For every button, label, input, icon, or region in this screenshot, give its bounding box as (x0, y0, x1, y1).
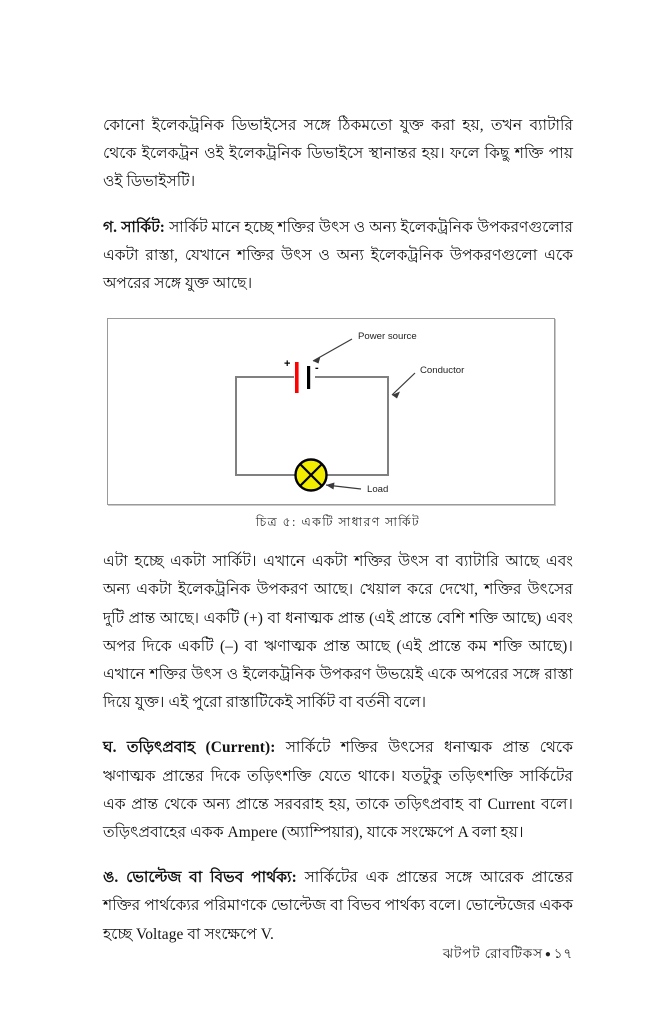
paragraph-4-lead: ঘ. তড়িৎপ্রবাহ (Current): (103, 739, 276, 757)
paragraph-2-body: সার্কিট মানে হচ্ছে শক্তির উৎস ও অন্য ইলেকট্রনিক উপকরণগুলোর একটা রাস্তা, যেখানে শক্তির উৎস ও অন্য ইলেকট্রনিক উপকরণগুলো একে অপরের সঙ্গে যুক্ত আছে। (103, 218, 573, 293)
positive-terminal-label: + (284, 358, 291, 371)
conductor-leader (392, 373, 415, 399)
paragraph-2-lead: গ. সার্কিট: (103, 218, 165, 236)
paragraph-5-body: সার্কিটের এক প্রান্তের সঙ্গে আরেক প্রান্তের শক্তির পার্থক্যের পরিমাণকে ভোল্টেজ বা বিভব পার্থক্য বলে। ভোল্টেজের একক হচ্ছে Voltage বা সংক্ষেপে V. (103, 869, 574, 943)
conductor-label: Conductor (420, 365, 465, 377)
load-leader (326, 483, 361, 490)
footer-book-title: ঝটপট রোবটিকস (442, 946, 543, 961)
negative-terminal-label: - (315, 362, 319, 375)
paragraph-4-body: সার্কিটে শক্তির উৎসের ধনাত্মক প্রান্ত থেকে ঋণাত্মক প্রান্তের দিকে তড়িৎশক্তি যেতে থাকে। যতটুকু তড়িৎশক্তি সার্কিটের এক প্রান্ত থেকে অন্য প্রান্তে সরবরাহ হয়, তাকে তড়িৎপ্রবাহ বা Current বলে। তড়িৎপ্রবাহের একক Ampere (অ্যাম্পিয়ার), যাকে সংক্ষেপে A বলা হয়। (103, 739, 573, 842)
paragraph-5-voltage (103, 864, 573, 949)
lamp-load-symbol (296, 460, 327, 491)
load-label: Load (367, 484, 389, 496)
paragraph-2-circuit (103, 214, 573, 299)
paragraph-5-lead: ঙ. ভোল্টেজ বা বিভব পার্থক্য: (103, 869, 297, 887)
paragraph-1: কোনো ইলেকট্রনিক ডিভাইসের সঙ্গে ঠিকমতো যুক্ত করা হয়, তখন ব্যাটারি থেকে ইলেকট্রন ওই ইলেকট্রনিক ডিভাইসে স্থানান্তর হয়। ফলে কিছু শক্তি পায় ওই ডিভাইসটি। (103, 117, 573, 191)
battery-symbol (295, 362, 310, 393)
figure-caption: চিত্র ৫: একটি সাধারণ সার্কিট (255, 515, 421, 530)
page-footer (443, 943, 573, 966)
power-source-label: Power source (358, 331, 417, 343)
power-source-leader (313, 339, 352, 364)
paragraph-3: এটা হচ্ছে একটা সার্কিট। এখানে একটা শক্তির উৎস বা ব্যাটারি আছে এবং অন্য একটা ইলেকট্রনিক উপকরণ আছে। খেয়াল করে দেখো, শক্তির উৎসের দুটি প্রান্ত আছে। একটি (+) বা ধনাত্মক প্রান্ত (এই প্রান্তে বেশি শক্তি আছে) এবং অপর দিকে একটি (–) বা ঋণাত্মক প্রান্ত আছে (এই প্রান্তে কম শক্তি আছে)। এখানে শক্তির উৎস ও ইলেকট্রনিক উপকরণ উভয়েই একে অপরের সঙ্গে রাস্তা দিয়ে যুক্ত। এই পুরো রাস্তাটিকেই সার্কিট বা বর্তনী বলে। (103, 553, 573, 712)
footer-separator-dot: ● (544, 949, 552, 961)
circuit-diagram-svg (108, 319, 554, 504)
paragraph-4-current (103, 734, 573, 847)
circuit-diagram (107, 318, 555, 505)
footer-page-number: ১৭ (553, 946, 573, 961)
figure-5 (103, 318, 573, 534)
